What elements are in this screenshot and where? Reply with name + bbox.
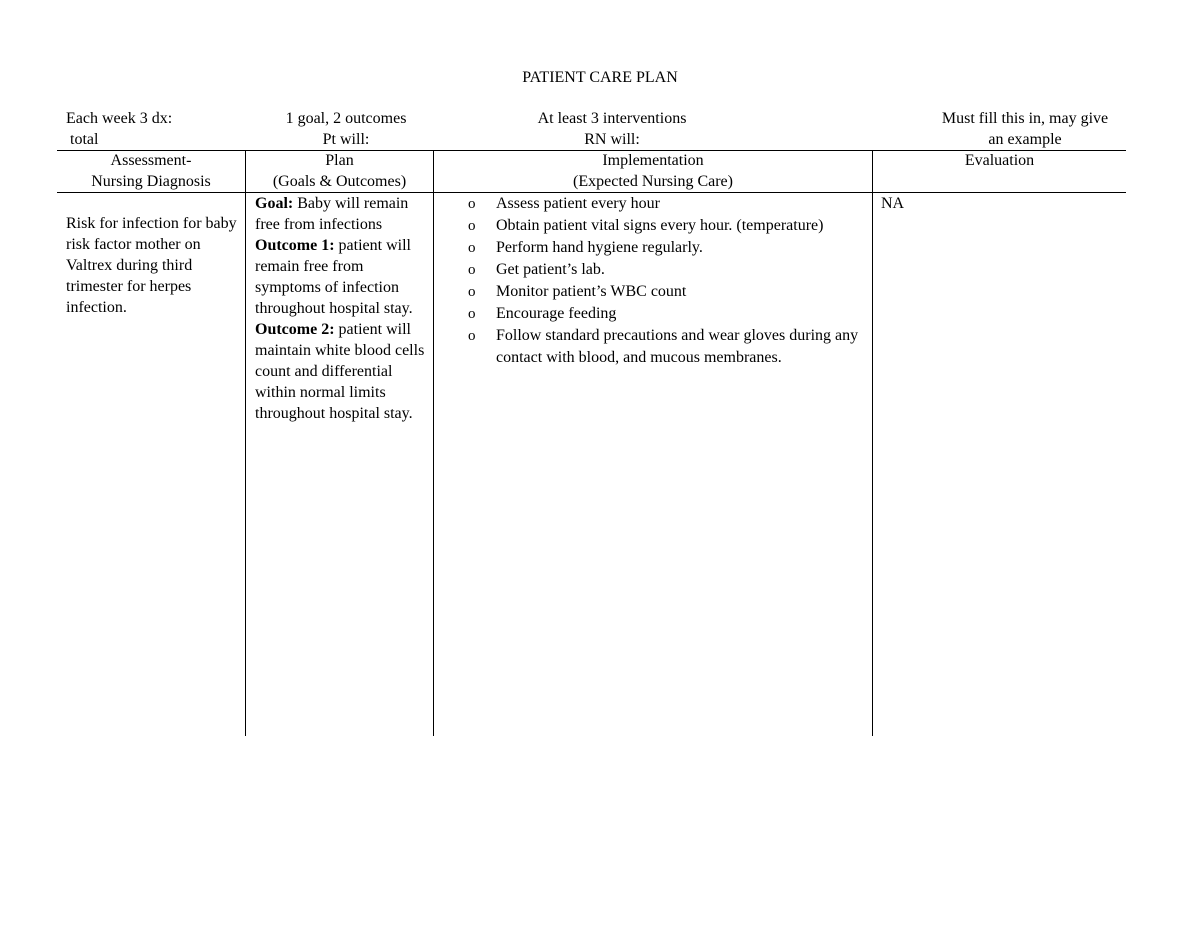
header-note-goals — [246, 108, 446, 150]
column-header-plan — [246, 150, 433, 192]
column-divider — [245, 150, 246, 736]
intervention-text: Monitor patient’s WBC count — [496, 283, 687, 300]
assessment-text: Risk for infection for baby risk factor mother on Valtrex during third trimester for herpes infection. — [66, 215, 237, 316]
column-header-line: Assessment- — [110, 152, 192, 169]
list-item — [468, 303, 868, 325]
bullet-icon: o — [468, 196, 476, 212]
header-note-line: 1 goal, 2 outcomes — [285, 110, 407, 127]
column-header-assessment — [57, 150, 245, 192]
outcome-1 — [255, 235, 431, 319]
interventions-list — [468, 193, 868, 369]
outcome-2 — [255, 319, 431, 424]
list-item — [468, 281, 868, 303]
bullet-icon: o — [468, 284, 476, 300]
header-note-interventions — [512, 108, 712, 150]
column-header-line: Implementation — [602, 152, 704, 169]
list-item — [468, 193, 868, 215]
column-header-implementation — [434, 150, 872, 192]
page-title: PATIENT CARE PLAN — [522, 69, 678, 86]
intervention-text: Follow standard precautions and wear gloves during any contact with blood, and mucous membranes. — [496, 327, 859, 366]
intervention-text: Get patient’s lab. — [496, 261, 605, 278]
bullet-icon: o — [468, 306, 476, 322]
header-note-line: total — [70, 131, 99, 148]
intervention-text: Encourage feeding — [496, 305, 617, 322]
header-note-line: Each week 3 dx: — [66, 110, 173, 127]
header-note-line: RN will: — [584, 131, 640, 148]
bullet-icon: o — [468, 240, 476, 256]
goal — [255, 193, 431, 235]
bullet-icon: o — [468, 328, 476, 344]
header-note-line: Pt will: — [322, 131, 370, 148]
column-header-evaluation — [873, 150, 1126, 171]
bullet-icon: o — [468, 262, 476, 278]
list-item — [468, 325, 868, 369]
header-note-line: Must fill this in, may give — [941, 110, 1109, 127]
column-divider — [433, 150, 434, 736]
evaluation-text: NA — [881, 195, 905, 212]
column-divider — [872, 150, 873, 736]
outcome-2-label: Outcome 2: — [255, 321, 335, 338]
header-note-evaluation — [910, 108, 1140, 150]
column-header-line: Plan — [325, 152, 354, 169]
header-note-diagnoses — [66, 108, 172, 150]
plan-cell — [255, 193, 431, 424]
intervention-text: Perform hand hygiene regularly. — [496, 239, 703, 256]
list-item — [468, 237, 868, 259]
list-item — [468, 259, 868, 281]
intervention-text: Assess patient every hour — [496, 195, 660, 212]
goal-label: Goal: — [255, 195, 294, 212]
outcome-1-text: patient will remain free from symptoms of infection throughout hospital stay. — [255, 237, 413, 317]
goal-text: Baby will remain free from infections — [255, 195, 409, 233]
outcome-2-text: patient will maintain white blood cells count and differential within normal limits throughout hospital stay. — [255, 321, 425, 422]
column-header-line: (Expected Nursing Care) — [573, 173, 733, 190]
list-item — [468, 215, 868, 237]
header-note-line: At least 3 interventions — [537, 110, 687, 127]
header-note-line: an example — [988, 131, 1062, 148]
intervention-text: Obtain patient vital signs every hour. (temperature) — [496, 217, 824, 234]
column-header-line: Nursing Diagnosis — [91, 173, 211, 190]
column-header-line: Evaluation — [964, 152, 1035, 169]
column-header-line: (Goals & Outcomes) — [272, 173, 407, 190]
bullet-icon: o — [468, 218, 476, 234]
outcome-1-label: Outcome 1: — [255, 237, 335, 254]
